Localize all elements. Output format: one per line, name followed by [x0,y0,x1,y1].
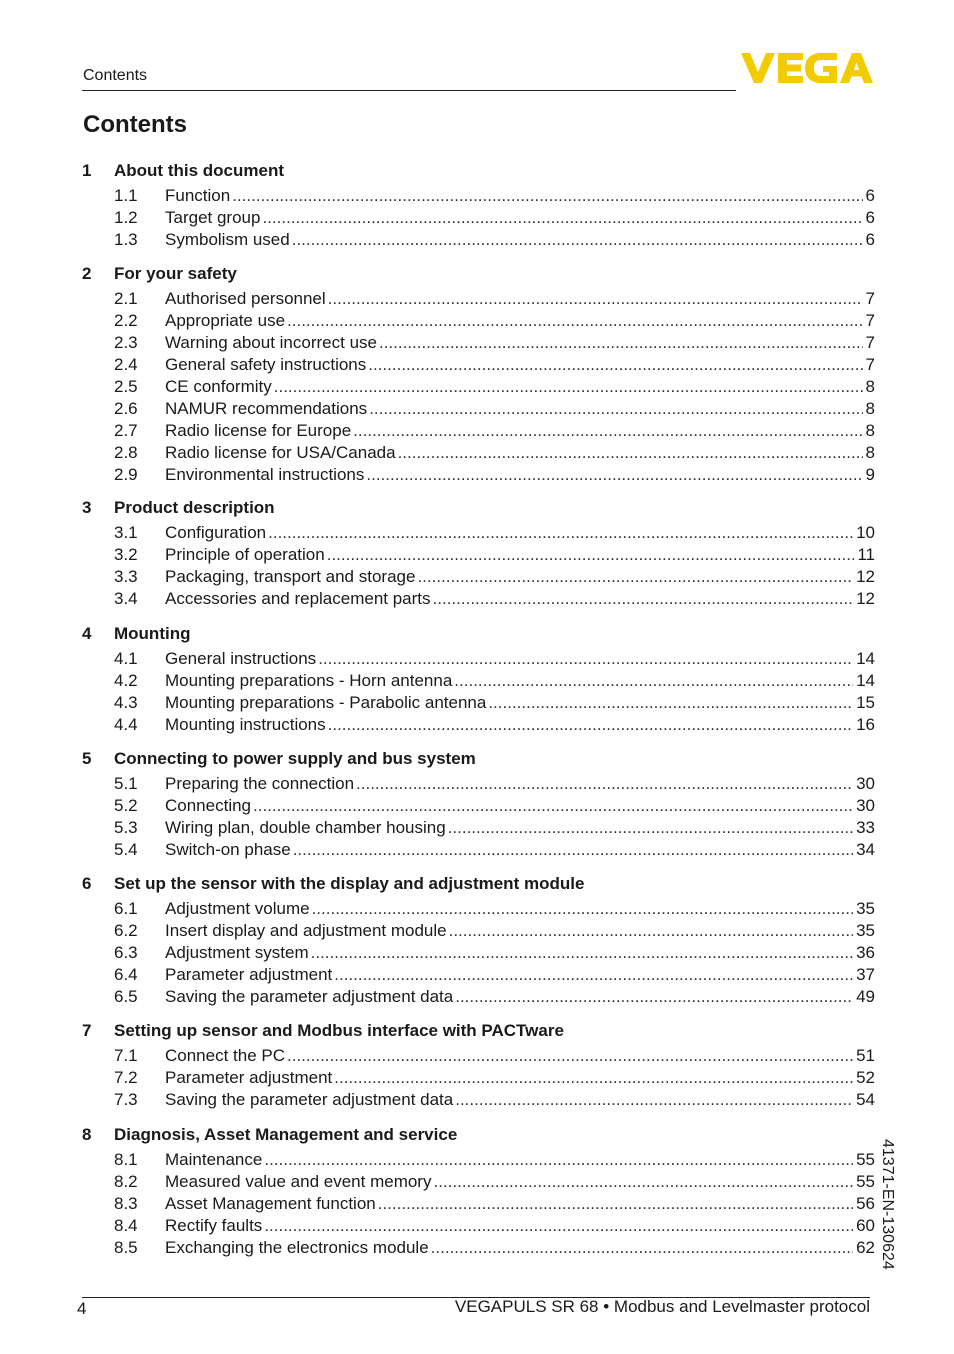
entry-title: Measured value and event memory [165,1172,432,1191]
entry-title: Authorised personnel [165,289,326,308]
entry-line [165,355,875,377]
entry-line [165,965,875,987]
entry-title: General instructions [165,649,317,668]
entry-line [165,715,875,737]
entry-number: 2.7 [114,421,138,440]
toc-entry[interactable] [0,1194,954,1216]
toc-entry[interactable] [0,465,954,487]
entry-line [165,186,875,208]
dot-leader [268,523,853,545]
entry-number: 3.1 [114,523,138,542]
entry-line [165,333,875,355]
entry-page-number: 30 [856,774,875,793]
entry-title: Mounting preparations - Parabolic antenna [165,693,487,712]
dot-leader [417,567,853,589]
entry-title: Maintenance [165,1150,263,1169]
entry-number: 8.5 [114,1238,138,1257]
entry-page-number: 62 [856,1238,875,1257]
entry-page-number: 52 [856,1068,875,1087]
entry-line [165,899,875,921]
toc-entry[interactable] [0,377,954,399]
chapter-number: 1 [82,161,92,180]
chapter-number: 2 [82,264,92,283]
dot-leader [455,987,853,1009]
entry-title: Wiring plan, double chamber housing [165,818,446,837]
toc-chapter-heading[interactable] [0,264,954,286]
entry-line [165,1172,875,1194]
footer-document-title: VEGAPULS SR 68 • Modbus and Levelmaster protocol [454,1297,870,1316]
entry-line [165,943,875,965]
dot-leader [378,1194,853,1216]
entry-line [165,567,875,589]
entry-number: 1.1 [114,186,138,205]
entry-page-number: 7 [865,289,875,308]
entry-title: Saving the parameter adjustment data [165,987,454,1006]
entry-page-number: 8 [865,421,875,440]
entry-page-number: 56 [856,1194,875,1213]
entry-number: 1.3 [114,230,138,249]
dot-leader [262,208,862,230]
toc-entry[interactable] [0,589,954,611]
header-label: Contents [83,67,148,84]
entry-number: 2.9 [114,465,138,484]
entry-title: Mounting instructions [165,715,326,734]
entry-number: 1.2 [114,208,138,227]
toc-entry[interactable] [0,545,954,567]
entry-number: 2.5 [114,377,138,396]
toc-entry[interactable] [0,965,954,987]
entry-page-number: 35 [856,899,875,918]
entry-page-number: 54 [856,1090,875,1109]
entry-line [165,523,875,545]
entry-title: Accessories and replacement parts [165,589,431,608]
entry-line [165,1150,875,1172]
entry-page-number: 7 [865,333,875,352]
dot-leader [253,796,853,818]
entry-line [165,987,875,1009]
entry-page-number: 8 [865,399,875,418]
entry-line [165,230,875,252]
entry-number: 2.8 [114,443,138,462]
chapter-number: 8 [82,1125,92,1144]
toc-entry[interactable] [0,1216,954,1238]
entry-title: Exchanging the electronics module [165,1238,429,1257]
toc-entry[interactable] [0,1046,954,1068]
entry-page-number: 37 [856,965,875,984]
toc-chapter-heading[interactable] [0,498,954,520]
entry-page-number: 35 [856,921,875,940]
toc-entry[interactable] [0,443,954,465]
toc-entry[interactable] [0,311,954,333]
dot-leader [448,818,853,840]
entry-line [165,589,875,611]
entry-number: 4.2 [114,671,138,690]
chapter-title: For your safety [114,264,237,283]
entry-title: CE conformity [165,377,272,396]
chapter-number: 5 [82,749,92,768]
chapter-title: Mounting [114,624,191,643]
chapter-number: 6 [82,874,92,893]
entry-number: 2.1 [114,289,138,308]
entry-line [165,465,875,487]
dot-leader [328,289,863,311]
dot-leader [292,230,863,252]
chapter-title: Setting up sensor and Modbus interface with PACTware [114,1021,564,1040]
entry-line [165,1216,875,1238]
toc-entry[interactable] [0,649,954,671]
entry-line [165,774,875,796]
dot-leader [431,1238,853,1260]
entry-page-number: 14 [856,649,875,668]
entry-number: 2.2 [114,311,138,330]
dot-leader [356,774,853,796]
entry-line [165,1068,875,1090]
entry-number: 5.2 [114,796,138,815]
entry-number: 6.3 [114,943,138,962]
entry-page-number: 6 [865,186,875,205]
toc-entry[interactable] [0,987,954,1009]
entry-page-number: 10 [856,523,875,542]
entry-number: 5.4 [114,840,138,859]
dot-leader [232,186,862,208]
entry-number: 3.4 [114,589,138,608]
chapter-number: 7 [82,1021,92,1040]
toc-entry[interactable] [0,840,954,862]
dot-leader [287,1046,853,1068]
dot-leader [398,443,863,465]
dot-leader [327,545,855,567]
dot-leader [379,333,863,355]
entry-title: Mounting preparations - Horn antenna [165,671,453,690]
toc-entry[interactable] [0,355,954,377]
entry-page-number: 55 [856,1150,875,1169]
toc-entry[interactable] [0,774,954,796]
dot-leader [334,1068,853,1090]
toc-chapter-heading[interactable] [0,161,954,183]
entry-title: Target group [165,208,261,227]
entry-line [165,311,875,333]
entry-title: Rectify faults [165,1216,263,1235]
entry-number: 2.6 [114,399,138,418]
footer-page-number: 4 [77,1299,87,1318]
entry-title: Saving the parameter adjustment data [165,1090,454,1109]
dot-leader [311,943,853,965]
entry-page-number: 49 [856,987,875,1006]
toc-entry[interactable] [0,208,954,230]
dot-leader [328,715,853,737]
entry-number: 5.3 [114,818,138,837]
entry-page-number: 9 [865,465,875,484]
toc-chapter-heading[interactable] [0,1125,954,1147]
entry-page-number: 11 [857,545,875,564]
entry-page-number: 7 [865,311,875,330]
entry-number: 6.2 [114,921,138,940]
entry-title: Environmental instructions [165,465,365,484]
dot-leader [454,671,853,693]
entry-line [165,421,875,443]
entry-title: Connect the PC [165,1046,286,1065]
toc-entry[interactable] [0,671,954,693]
entry-line [165,921,875,943]
entry-number: 8.3 [114,1194,138,1213]
dot-leader [368,355,862,377]
toc-entry[interactable] [0,333,954,355]
entry-number: 3.2 [114,545,138,564]
entry-number: 8.2 [114,1172,138,1191]
entry-line [165,1238,875,1260]
entry-number: 7.3 [114,1090,138,1109]
entry-line [165,1090,875,1112]
dot-leader [455,1090,853,1112]
dot-leader [293,840,853,862]
dot-leader [353,421,862,443]
entry-line [165,693,875,715]
toc-entry[interactable] [0,1150,954,1172]
entry-number: 4.1 [114,649,138,668]
entry-title: Packaging, transport and storage [165,567,416,586]
dot-leader [433,1172,853,1194]
entry-title: Connecting [165,796,252,815]
dot-leader [334,965,853,987]
entry-page-number: 55 [856,1172,875,1191]
toc-chapter-heading[interactable] [0,1021,954,1043]
entry-line [165,1046,875,1068]
chapter-title: Product description [114,498,275,517]
entry-line [165,289,875,311]
toc-entry[interactable] [0,1238,954,1260]
entry-line [165,377,875,399]
entry-page-number: 36 [856,943,875,962]
entry-page-number: 16 [856,715,875,734]
entry-page-number: 6 [865,208,875,227]
chapter-title: Diagnosis, Asset Management and service [114,1125,458,1144]
entry-title: Warning about incorrect use [165,333,377,352]
page-title: Contents [83,111,187,138]
entry-page-number: 14 [856,671,875,690]
toc-chapter-heading[interactable] [0,749,954,771]
chapter-number: 3 [82,498,92,517]
entry-line [165,796,875,818]
toc-entry[interactable] [0,899,954,921]
entry-line [165,671,875,693]
chapter-title: Set up the sensor with the display and adjustment module [114,874,585,893]
toc-entry[interactable] [0,230,954,252]
entry-title: Symbolism used [165,230,290,249]
toc-entry[interactable] [0,921,954,943]
dot-leader [369,399,862,421]
entry-title: Radio license for Europe [165,421,352,440]
dot-leader [318,649,853,671]
entry-line [165,649,875,671]
entry-title: Adjustment volume [165,899,310,918]
dot-leader [264,1150,853,1172]
entry-title: Parameter adjustment [165,965,333,984]
entry-number: 2.4 [114,355,138,374]
entry-page-number: 8 [865,377,875,396]
entry-page-number: 30 [856,796,875,815]
entry-number: 8.4 [114,1216,138,1235]
entry-page-number: 12 [856,567,875,586]
entry-line [165,208,875,230]
dot-leader [449,921,853,943]
entry-page-number: 33 [856,818,875,837]
entry-title: Insert display and adjustment module [165,921,447,940]
entry-title: Function [165,186,231,205]
entry-title: Principle of operation [165,545,325,564]
entry-page-number: 51 [856,1046,875,1065]
toc-entry[interactable] [0,186,954,208]
entry-line [165,1194,875,1216]
chapter-title: About this document [114,161,284,180]
dot-leader [274,377,863,399]
entry-number: 4.4 [114,715,138,734]
entry-number: 4.3 [114,693,138,712]
dot-leader [488,693,853,715]
entry-number: 5.1 [114,774,138,793]
toc-entry[interactable] [0,693,954,715]
entry-number: 6.1 [114,899,138,918]
entry-title: General safety instructions [165,355,367,374]
entry-title: Adjustment system [165,943,309,962]
toc-entry[interactable] [0,1172,954,1194]
toc-chapter-heading[interactable] [0,624,954,646]
toc-entry[interactable] [0,399,954,421]
entry-number: 6.5 [114,987,138,1006]
entry-page-number: 6 [865,230,875,249]
entry-page-number: 60 [856,1216,875,1235]
entry-title: Radio license for USA/Canada [165,443,396,462]
entry-title: Switch-on phase [165,840,291,859]
entry-page-number: 15 [856,693,875,712]
entry-number: 2.3 [114,333,138,352]
dot-leader [312,899,854,921]
entry-line [165,545,875,567]
toc-entry[interactable] [0,818,954,840]
chapter-title: Connecting to power supply and bus system [114,749,476,768]
chapter-number: 4 [82,624,92,643]
entry-title: Parameter adjustment [165,1068,333,1087]
toc-entry[interactable] [0,421,954,443]
dot-leader [366,465,862,487]
dot-leader [287,311,863,333]
entry-line [165,399,875,421]
toc-entry[interactable] [0,1090,954,1112]
dot-leader [264,1216,853,1238]
entry-number: 8.1 [114,1150,138,1169]
entry-title: Asset Management function [165,1194,376,1213]
entry-title: Appropriate use [165,311,286,330]
toc-entry[interactable] [0,567,954,589]
entry-line [165,443,875,465]
entry-page-number: 7 [865,355,875,374]
entry-title: Preparing the connection [165,774,355,793]
toc-entry[interactable] [0,523,954,545]
entry-line [165,818,875,840]
entry-number: 3.3 [114,567,138,586]
entry-title: NAMUR recommendations [165,399,368,418]
entry-page-number: 34 [856,840,875,859]
toc-entry[interactable] [0,943,954,965]
toc-entry[interactable] [0,289,954,311]
entry-number: 6.4 [114,965,138,984]
toc-chapter-heading[interactable] [0,874,954,896]
entry-number: 7.1 [114,1046,138,1065]
toc-entry[interactable] [0,1068,954,1090]
document-code: 41371-EN-130624 [879,1139,896,1270]
dot-leader [433,589,854,611]
entry-page-number: 12 [856,589,875,608]
entry-title: Configuration [165,523,267,542]
toc-entry[interactable] [0,715,954,737]
toc-entry[interactable] [0,796,954,818]
entry-number: 7.2 [114,1068,138,1087]
entry-line [165,840,875,862]
entry-page-number: 8 [865,443,875,462]
